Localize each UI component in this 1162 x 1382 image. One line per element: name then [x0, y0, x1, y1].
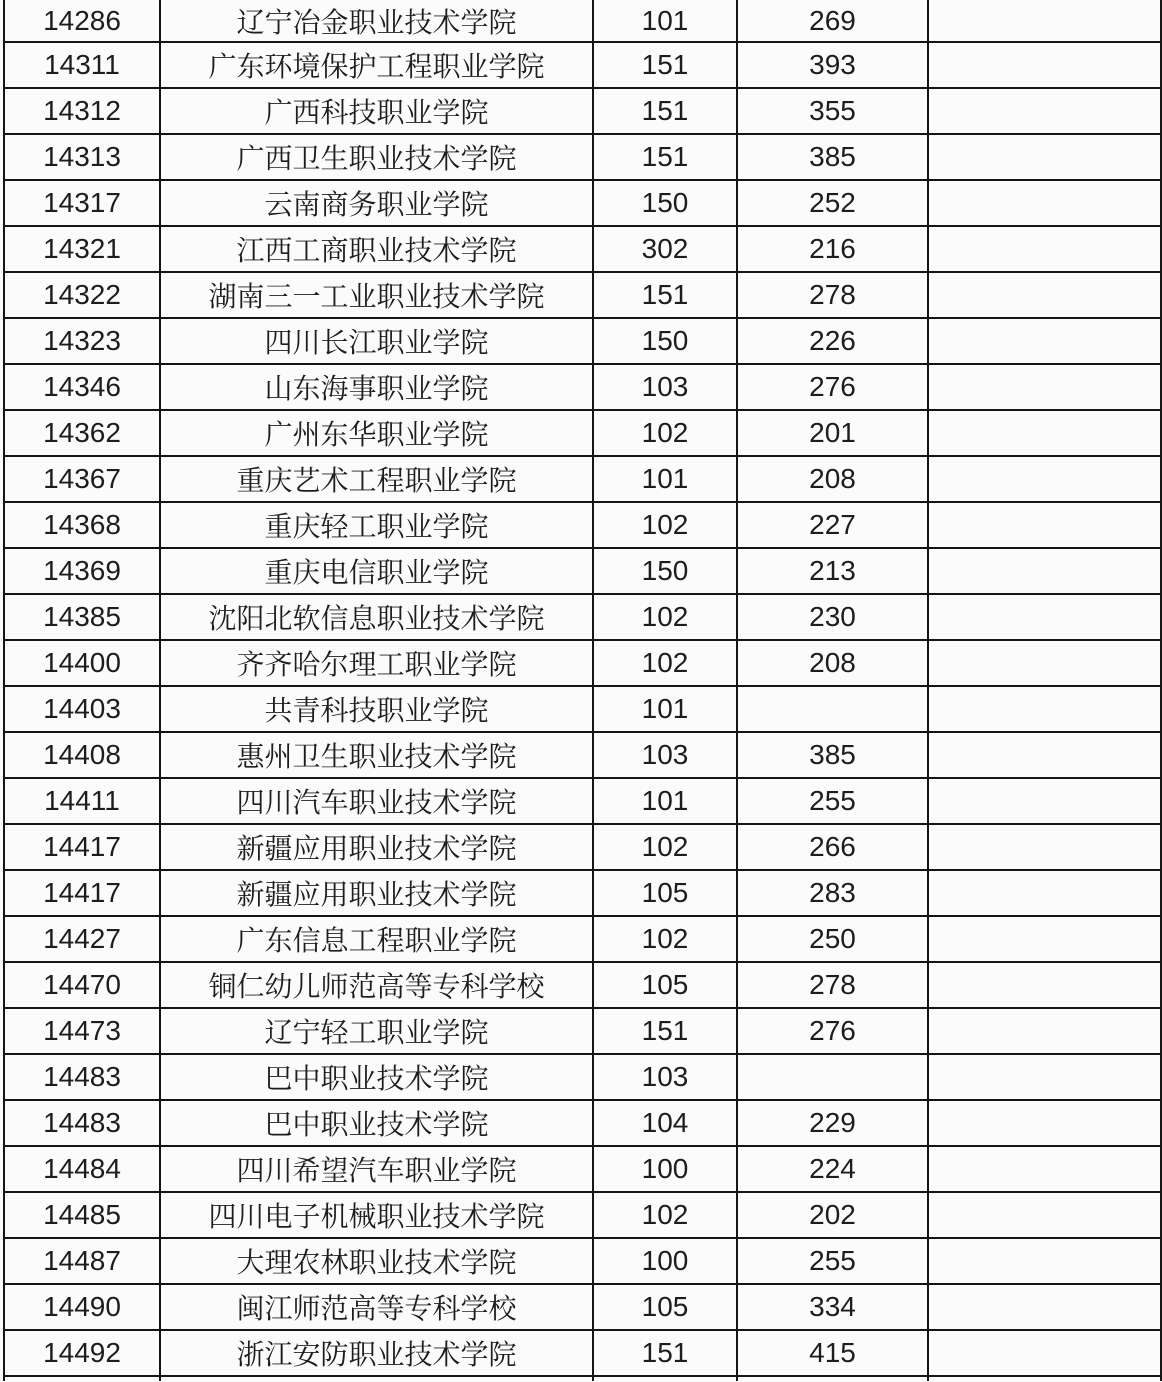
num2-cell: 415 — [737, 1330, 928, 1376]
school-name-cell: 重庆艺术工程职业学院 — [160, 456, 593, 502]
school-name-cell: 沈阳北软信息职业技术学院 — [160, 594, 593, 640]
num2-cell: 266 — [737, 824, 928, 870]
num2-cell: 202 — [737, 1192, 928, 1238]
num1-cell: 103 — [593, 1054, 737, 1100]
table-row — [4, 1008, 1161, 1054]
table-row — [4, 42, 1161, 88]
school-name-cell: 共青科技职业学院 — [160, 686, 593, 732]
school-name-cell: 广东环境保护工程职业学院 — [160, 42, 593, 88]
table-row — [4, 1146, 1161, 1192]
table-row — [4, 1054, 1161, 1100]
num1-cell: 151 — [593, 1330, 737, 1376]
school-name-cell: 巴中职业技术学院 — [160, 1054, 593, 1100]
table-row — [4, 502, 1161, 548]
code-cell: 14321 — [4, 226, 160, 272]
empty-cell — [928, 410, 1161, 456]
num1-cell: 103 — [593, 364, 737, 410]
school-name-cell: 巴中职业技术学院 — [160, 1100, 593, 1146]
code-cell: 14490 — [4, 1284, 160, 1330]
code-cell: 14369 — [4, 548, 160, 594]
num2-cell: 283 — [737, 870, 928, 916]
table-row — [4, 1238, 1161, 1284]
empty-cell — [928, 226, 1161, 272]
code-cell: 14403 — [4, 686, 160, 732]
table-row — [4, 732, 1161, 778]
code-cell: 14286 — [4, 0, 160, 42]
num2-cell: 229 — [737, 1100, 928, 1146]
code-cell: 14473 — [4, 1008, 160, 1054]
school-name-cell: 惠州卫生职业技术学院 — [160, 732, 593, 778]
school-name-cell: 山东海事职业学院 — [160, 364, 593, 410]
table-row-partial — [4, 1376, 1161, 1381]
num2-cell: 278 — [737, 962, 928, 1008]
num1-cell: 100 — [593, 1238, 737, 1284]
num2-cell: 213 — [737, 548, 928, 594]
num1-cell: 101 — [593, 456, 737, 502]
num2-cell: 276 — [737, 364, 928, 410]
code-cell: 14368 — [4, 502, 160, 548]
school-name-cell: 广东信息工程职业学院 — [160, 916, 593, 962]
num1-cell: 105 — [593, 1284, 737, 1330]
table-row — [4, 870, 1161, 916]
empty-cell — [928, 1284, 1161, 1330]
table-body — [4, 0, 1161, 1381]
empty-cell — [928, 686, 1161, 732]
code-cell: 14317 — [4, 180, 160, 226]
table-row — [4, 640, 1161, 686]
num2-cell — [737, 1376, 928, 1381]
school-name-cell: 四川希望汽车职业学院 — [160, 1146, 593, 1192]
code-cell: 14417 — [4, 824, 160, 870]
empty-cell — [928, 1238, 1161, 1284]
code-cell: 14483 — [4, 1100, 160, 1146]
school-name-cell: 广州东华职业学院 — [160, 410, 593, 456]
num1-cell: 102 — [593, 410, 737, 456]
empty-cell — [928, 778, 1161, 824]
num1-cell: 102 — [593, 502, 737, 548]
table-row — [4, 0, 1161, 42]
num2-cell: 385 — [737, 732, 928, 778]
code-cell: 14322 — [4, 272, 160, 318]
num1-cell: 103 — [593, 732, 737, 778]
num2-cell: 393 — [737, 42, 928, 88]
num1-cell: 102 — [593, 640, 737, 686]
code-cell: 14385 — [4, 594, 160, 640]
table-row — [4, 180, 1161, 226]
table-row — [4, 916, 1161, 962]
school-name-cell — [160, 1376, 593, 1381]
num1-cell: 102 — [593, 594, 737, 640]
num1-cell: 302 — [593, 226, 737, 272]
code-cell: 14400 — [4, 640, 160, 686]
num1-cell: 101 — [593, 686, 737, 732]
empty-cell — [928, 1146, 1161, 1192]
table-row — [4, 456, 1161, 502]
code-cell: 14367 — [4, 456, 160, 502]
school-name-cell: 辽宁轻工职业学院 — [160, 1008, 593, 1054]
empty-cell — [928, 364, 1161, 410]
empty-cell — [928, 42, 1161, 88]
num2-cell: 224 — [737, 1146, 928, 1192]
code-cell: 14346 — [4, 364, 160, 410]
school-name-cell: 江西工商职业技术学院 — [160, 226, 593, 272]
num2-cell: 276 — [737, 1008, 928, 1054]
num1-cell: 150 — [593, 318, 737, 364]
empty-cell — [928, 1054, 1161, 1100]
num1-cell: 151 — [593, 42, 737, 88]
num1-cell: 150 — [593, 180, 737, 226]
school-name-cell: 浙江安防职业技术学院 — [160, 1330, 593, 1376]
num1-cell: 105 — [593, 870, 737, 916]
num2-cell: 278 — [737, 272, 928, 318]
num2-cell: 201 — [737, 410, 928, 456]
empty-cell — [928, 962, 1161, 1008]
empty-cell — [928, 916, 1161, 962]
code-cell: 14470 — [4, 962, 160, 1008]
empty-cell — [928, 88, 1161, 134]
table-row — [4, 226, 1161, 272]
table-row — [4, 686, 1161, 732]
table-row — [4, 318, 1161, 364]
empty-cell — [928, 824, 1161, 870]
empty-cell — [928, 870, 1161, 916]
school-name-cell: 云南商务职业学院 — [160, 180, 593, 226]
school-name-cell: 四川电子机械职业技术学院 — [160, 1192, 593, 1238]
school-name-cell: 广西科技职业学院 — [160, 88, 593, 134]
num2-cell: 334 — [737, 1284, 928, 1330]
school-name-cell: 铜仁幼儿师范高等专科学校 — [160, 962, 593, 1008]
school-name-cell: 四川长江职业学院 — [160, 318, 593, 364]
table-row — [4, 824, 1161, 870]
num1-cell: 151 — [593, 1008, 737, 1054]
num1-cell: 151 — [593, 272, 737, 318]
empty-cell — [928, 134, 1161, 180]
num2-cell: 208 — [737, 456, 928, 502]
num1-cell: 100 — [593, 1146, 737, 1192]
code-cell: 14417 — [4, 870, 160, 916]
code-cell: 14427 — [4, 916, 160, 962]
code-cell: 14411 — [4, 778, 160, 824]
num1-cell: 101 — [593, 0, 737, 42]
empty-cell — [928, 180, 1161, 226]
school-name-cell: 大理农林职业技术学院 — [160, 1238, 593, 1284]
admissions-score-table — [3, 0, 1162, 1381]
num1-cell: 151 — [593, 88, 737, 134]
num1-cell: 102 — [593, 916, 737, 962]
table-row — [4, 594, 1161, 640]
table-row — [4, 410, 1161, 456]
num2-cell: 250 — [737, 916, 928, 962]
num2-cell: 255 — [737, 778, 928, 824]
code-cell: 14487 — [4, 1238, 160, 1284]
table-row — [4, 88, 1161, 134]
table-row — [4, 1284, 1161, 1330]
table-row — [4, 1100, 1161, 1146]
empty-cell — [928, 594, 1161, 640]
num2-cell: 227 — [737, 502, 928, 548]
code-cell: 14492 — [4, 1330, 160, 1376]
school-name-cell: 辽宁冶金职业技术学院 — [160, 0, 593, 42]
num2-cell: 208 — [737, 640, 928, 686]
school-name-cell: 闽江师范高等专科学校 — [160, 1284, 593, 1330]
table-row — [4, 1192, 1161, 1238]
empty-cell — [928, 1330, 1161, 1376]
code-cell: 14484 — [4, 1146, 160, 1192]
code-cell: 14313 — [4, 134, 160, 180]
empty-cell — [928, 272, 1161, 318]
num2-cell: 226 — [737, 318, 928, 364]
empty-cell — [928, 1376, 1161, 1381]
num2-cell — [737, 1054, 928, 1100]
empty-cell — [928, 318, 1161, 364]
num1-cell: 104 — [593, 1100, 737, 1146]
school-name-cell: 新疆应用职业技术学院 — [160, 870, 593, 916]
empty-cell — [928, 732, 1161, 778]
code-cell: 14408 — [4, 732, 160, 778]
num1-cell: 150 — [593, 548, 737, 594]
table-row — [4, 1330, 1161, 1376]
empty-cell — [928, 0, 1161, 42]
table-row — [4, 134, 1161, 180]
empty-cell — [928, 640, 1161, 686]
table-row — [4, 962, 1161, 1008]
code-cell: 14312 — [4, 88, 160, 134]
code-cell: 14483 — [4, 1054, 160, 1100]
school-name-cell: 湖南三一工业职业技术学院 — [160, 272, 593, 318]
empty-cell — [928, 456, 1161, 502]
table-row — [4, 778, 1161, 824]
code-cell: 14311 — [4, 42, 160, 88]
num2-cell: 385 — [737, 134, 928, 180]
num2-cell: 355 — [737, 88, 928, 134]
num2-cell: 252 — [737, 180, 928, 226]
num1-cell — [593, 1376, 737, 1381]
empty-cell — [928, 1008, 1161, 1054]
school-name-cell: 齐齐哈尔理工职业学院 — [160, 640, 593, 686]
num2-cell: 269 — [737, 0, 928, 42]
empty-cell — [928, 1100, 1161, 1146]
num2-cell: 216 — [737, 226, 928, 272]
num1-cell: 102 — [593, 824, 737, 870]
empty-cell — [928, 502, 1161, 548]
num1-cell: 151 — [593, 134, 737, 180]
num1-cell: 101 — [593, 778, 737, 824]
table-row — [4, 272, 1161, 318]
school-name-cell: 四川汽车职业技术学院 — [160, 778, 593, 824]
code-cell: 14485 — [4, 1192, 160, 1238]
empty-cell — [928, 1192, 1161, 1238]
school-name-cell: 广西卫生职业技术学院 — [160, 134, 593, 180]
table-row — [4, 548, 1161, 594]
school-name-cell: 重庆电信职业学院 — [160, 548, 593, 594]
num2-cell — [737, 686, 928, 732]
code-cell: 14323 — [4, 318, 160, 364]
num1-cell: 102 — [593, 1192, 737, 1238]
num1-cell: 105 — [593, 962, 737, 1008]
table-row — [4, 364, 1161, 410]
school-name-cell: 新疆应用职业技术学院 — [160, 824, 593, 870]
num2-cell: 230 — [737, 594, 928, 640]
code-cell: 14362 — [4, 410, 160, 456]
school-name-cell: 重庆轻工职业学院 — [160, 502, 593, 548]
empty-cell — [928, 548, 1161, 594]
code-cell — [4, 1376, 160, 1381]
num2-cell: 255 — [737, 1238, 928, 1284]
